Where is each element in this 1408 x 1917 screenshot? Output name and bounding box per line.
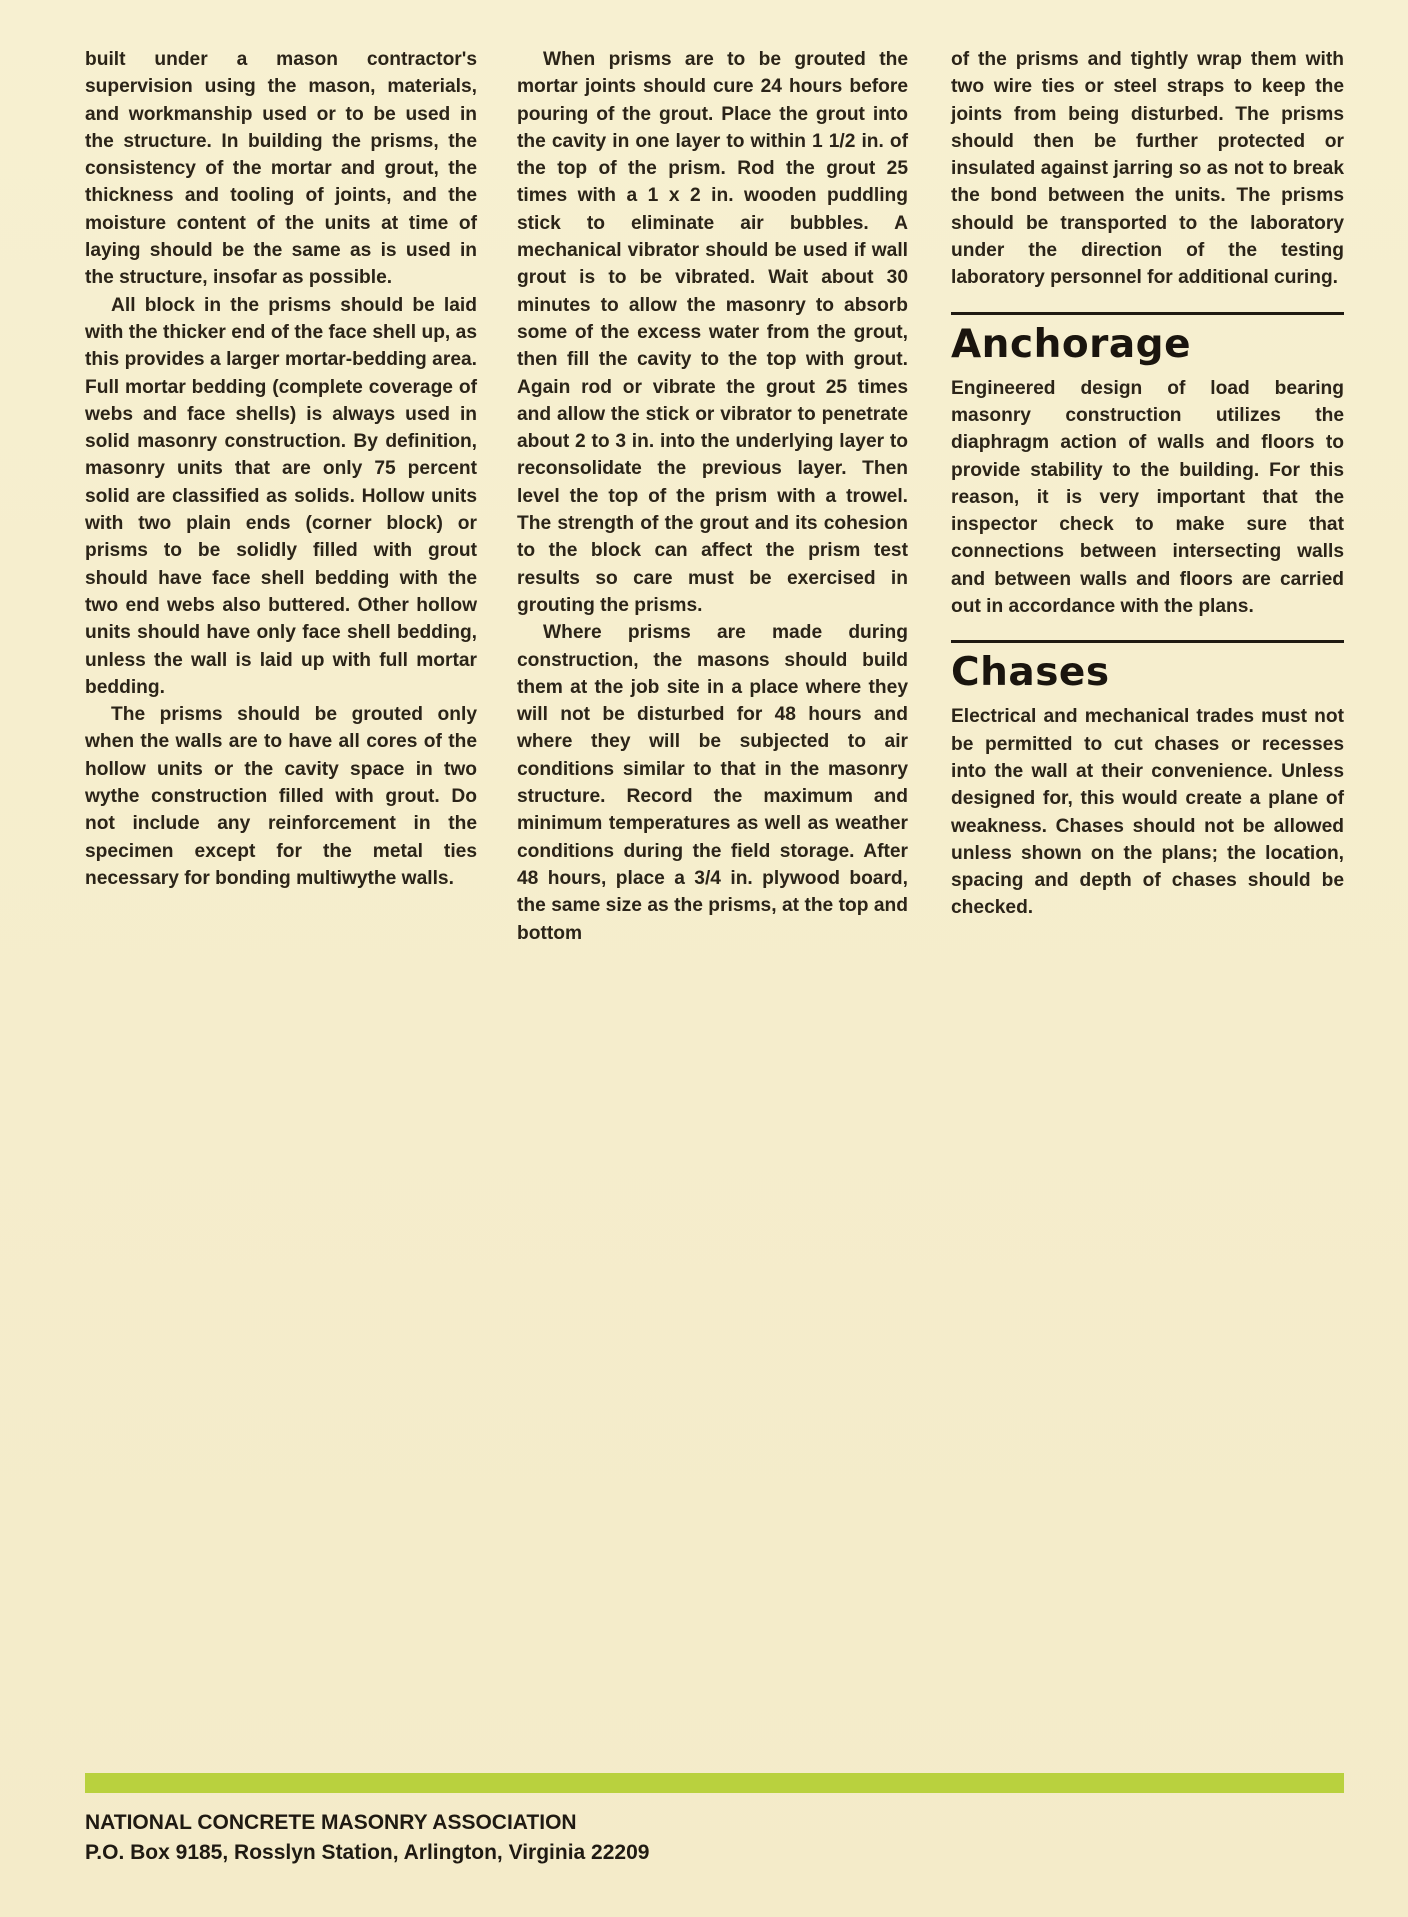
paragraph: All block in the prisms should be laid with the thicker end of the face shell up, as this provides a larger mortar-bedding area. Full mortar bedding (complete coverage of webs and face shells) is always used in solid masonry construction. By definition, masonry units that are only 75 percent solid are classified as solids. Hollow units with two plain ends (corner block) or prisms to be solidly filled with grout should have face shell bedding with the two end webs also buttered. Other hollow units should have only face shell bedding, unless the wall is laid up with full mortar bedding. bbox=[85, 294, 477, 698]
text-column-2 bbox=[517, 46, 908, 947]
text-column-1 bbox=[85, 46, 477, 892]
footer-accent-bar bbox=[85, 1773, 1344, 1793]
paragraph: Where prisms are made during construction, the masons should build them at the job site in a place where they will not be disturbed for 48 hours and where they will be subjected to air conditions similar to that in the masonry structure. Record the maximum and minimum temperatures as well as weather conditions during the field storage. After 48 hours, place a 3/4 in. plywood board, the same size as the prisms, at the top and bottom bbox=[517, 622, 908, 944]
text-column-3 bbox=[951, 46, 1344, 922]
section-divider bbox=[951, 640, 1344, 643]
footer-address: P.O. Box 9185, Rosslyn Station, Arlington, Virginia 22209 bbox=[85, 1841, 650, 1864]
footer-organization: NATIONAL CONCRETE MASONRY ASSOCIATION bbox=[85, 1811, 577, 1834]
paragraph: The prisms should be grouted only when the walls are to have all cores of the hollow units or the cavity space in two wythe construction filled with grout. Do not include any reinforcement in the specimen except for the metal ties necessary for bonding multiwythe walls. bbox=[85, 704, 477, 889]
section-body-chases: Electrical and mechanical trades must not be permitted to cut chases or recesses into the wall at their convenience. Unless designed for, this would create a plane of weakness. Chases should not be allowed unless shown on the plans; the location, spacing and depth of chases should be checked. bbox=[951, 706, 1344, 919]
section-heading-anchorage: Anchorage bbox=[951, 321, 1192, 367]
section-divider bbox=[951, 312, 1344, 315]
section-heading-chases: Chases bbox=[951, 650, 1110, 696]
paragraph: built under a mason contractor's supervision using the mason, materials, and workmanship used or to be used in the structure. In building the prisms, the consistency of the mortar and grout, the thickness and tooling of joints, and the moisture content of the units at time of laying should be the same as is used in the structure, insofar as possible. bbox=[85, 49, 477, 289]
section-body-anchorage: Engineered design of load bearing masonry construction utilizes the diaphragm action of walls and floors to provide stability to the building. For this reason, it is very important that the inspector check to make sure that connections between intersecting walls and between walls and floors are carried out in accordance with the plans. bbox=[951, 377, 1344, 618]
paragraph: When prisms are to be grouted the mortar joints should cure 24 hours before pouring of the grout. Place the grout into the cavity in one layer to within 1 1/2 in. of the top of the prism. Rod the grout 25 times with a 1 x 2 in. wooden puddling stick to eliminate air bubbles. A mechanical vibrator should be used if wall grout is to be vibrated. Wait about 30 minutes to allow the masonry to absorb some of the excess water from the grout, then fill the cavity to the top with grout. Again rod or vibrate the grout 25 times and allow the stick or vibrator to penetrate about 2 to 3 in. into the underlying layer to reconsolidate the previous layer. Then level the top of the prism with a trowel. The strength of the grout and its cohesion to the block can affect the prism test results so care must be exercised in grouting the prisms. bbox=[517, 49, 908, 616]
footer bbox=[85, 1808, 649, 1868]
paragraph: of the prisms and tightly wrap them with two wire ties or steel straps to keep the joints from being disturbed. The prisms should then be further protected or insulated against jarring so as not to break the bond between the units. The prisms should be transported to the laboratory under the direction of the testing laboratory personnel for additional curing. bbox=[951, 49, 1344, 289]
